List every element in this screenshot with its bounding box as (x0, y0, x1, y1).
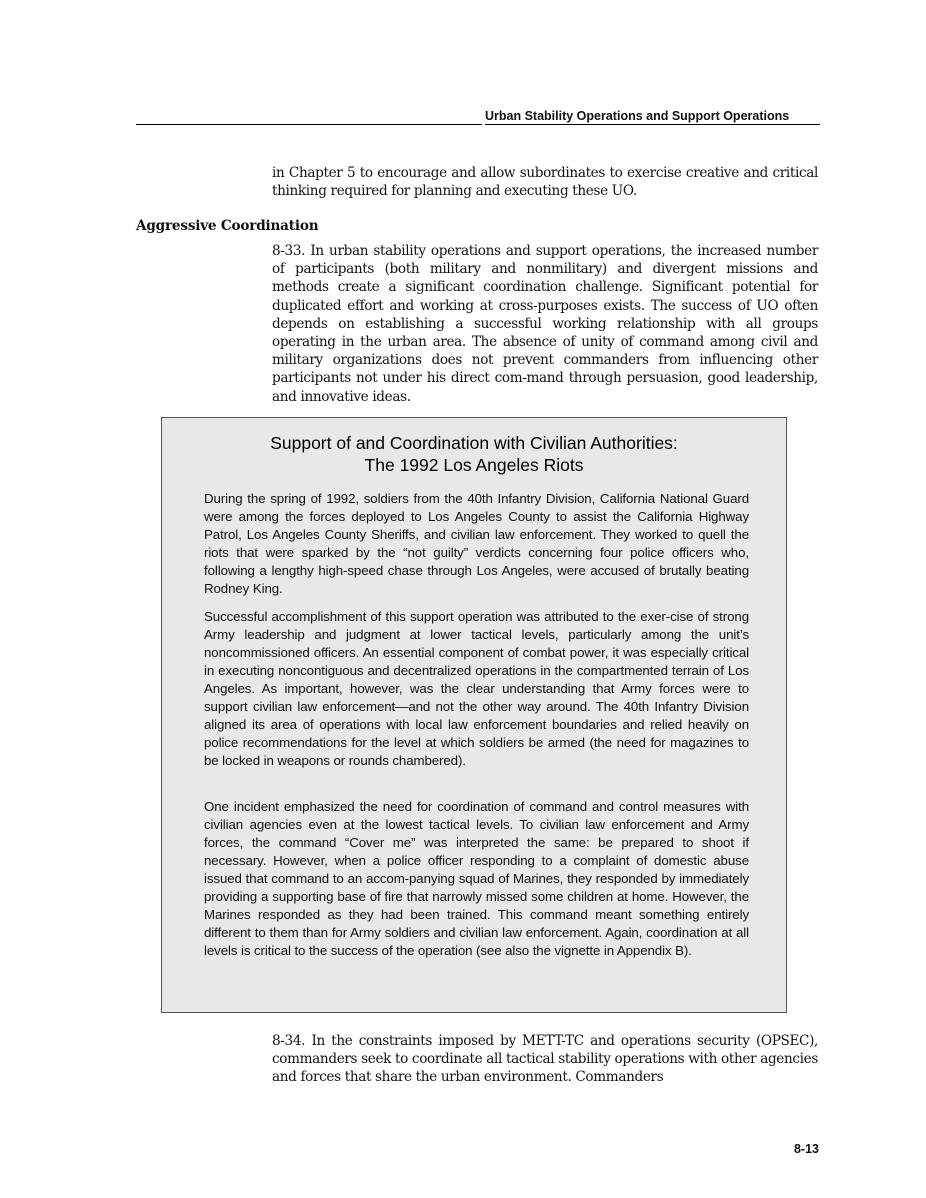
section-heading: Aggressive Coordination (136, 218, 319, 234)
vignette-paragraph-2: Successful accomplishment of this support operation was attributed to the exer-cise of strong Army leadership and judgment at lower tactical levels, particularly among the unit’s noncommissioned officers. An essential component of combat power, it was especially critical in executing noncontiguous and decentralized operations in the compartmented terrain of Los Angeles. As important, however, was the clear understanding that Army forces were to support civilian law enforcement—and not the other way around. The 40th Infantry Division aligned its area of operations with local law enforcement boundaries and relied heavily on police recommendations for the level at which soldiers be armed (the need for magazines to be locked in weapons or rounds chambered). (204, 609, 749, 768)
vignette-box (161, 417, 787, 1013)
intro-paragraph: in Chapter 5 to encourage and allow subordinates to exercise creative and critical thinking required for planning and executing these UO. (272, 165, 818, 200)
vignette-paragraph-1: During the spring of 1992, soldiers from the 40th Infantry Division, California National Guard were among the forces deployed to Los Angeles County to assist the California Highway Patrol, Los Angeles County Sheriffs, and civilian law enforcement. They worked to quell the riots that were sparked by the “not guilty” verdicts concerning four police officers who, following a lengthy high-speed chase through Los Angeles, were accused of brutally beating Rodney King. (204, 491, 749, 596)
vignette-title (162, 432, 786, 476)
paragraph-8-33: 8-33. In urban stability operations and support operations, the increased number of participants (both military and nonmilitary) and divergent missions and methods create a significant coordination challenge. Significant potential for duplicated effort and working at cross-purposes exists. The success of UO often depends on establishing a successful working relationship with all groups operating in the urban area. The absence of unity of command among civil and military organizations does not prevent commanders from influencing other participants not under his direct com-mand through persuasion, good leadership, and innovative ideas. (272, 243, 818, 405)
page-number: 8-13 (793, 1142, 819, 1156)
paragraph-8-34: 8-34. In the constraints imposed by METT-TC and operations security (OPSEC), commanders seek to coordinate all tactical stability operations with other agencies and forces that share the urban environment. Commanders (272, 1033, 818, 1086)
vignette-title-line1: Support of and Coordination with Civilian Authorities: (270, 433, 678, 453)
running-header-title: Urban Stability Operations and Support Operations (485, 109, 820, 125)
header-rule (136, 124, 482, 125)
vignette-paragraph-3: One incident emphasized the need for coordination of command and control measures with civilian agencies even at the lowest tactical levels. To civilian law enforcement and Army forces, the command “Cover me” was interpreted the same: be prepared to shoot if necessary. However, when a police officer responding to a complaint of domestic abuse issued that command to an accom-panying squad of Marines, they responded by immediately providing a supporting base of fire that narrowly missed some children at home. However, the Marines responded as they had been trained. This command meant something entirely different to them than for Army soldiers and civilian law enforcement. Again, coordination at all levels is critical to the success of the operation (see also the vignette in Appendix B). (204, 799, 749, 958)
vignette-title-line2: The 1992 Los Angeles Riots (364, 455, 584, 475)
